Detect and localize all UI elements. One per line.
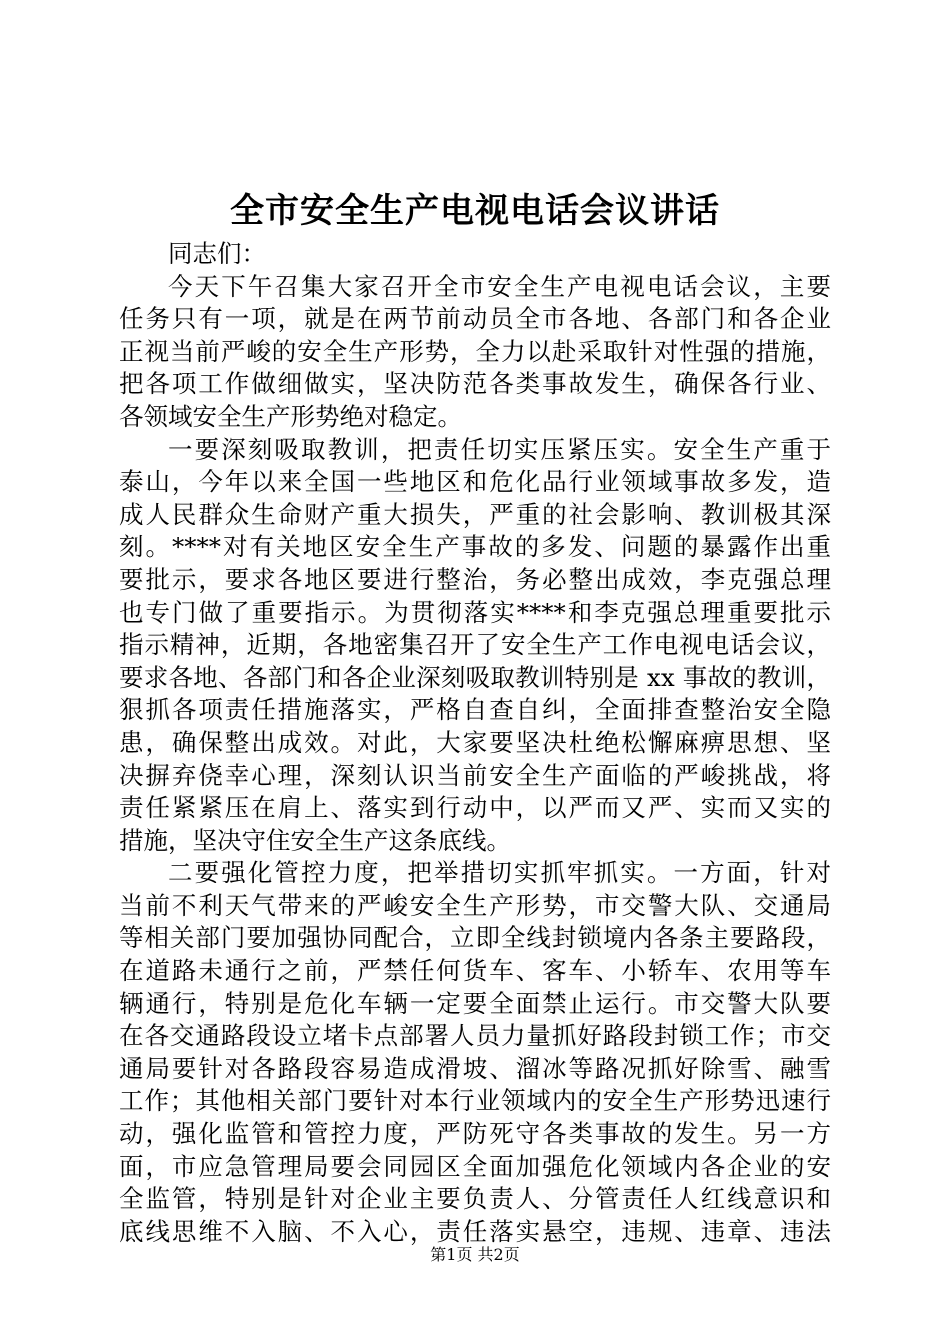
- body-line: 要批示，要求各地区要进行整治，务必整出成效，李克强总理: [119, 564, 831, 594]
- body-line: 当前不利天气带来的严峻安全生产形势，市交警大队、交通局: [119, 890, 831, 920]
- body-line: 辆通行，特别是危化车辆一定要全面禁止运行。市交警大队要: [119, 988, 831, 1018]
- body-line: 要求各地、各部门和各企业深刻吸取教训特别是 xx 事故的教训，: [119, 662, 831, 692]
- body-line: 刻。****对有关地区安全生产事故的多发、问题的暴露作出重: [119, 532, 831, 562]
- body-line: 在道路未通行之前，严禁任何货车、客车、小轿车、农用等车: [119, 956, 831, 986]
- body-line: 责任紧紧压在肩上、落实到行动中，以严而又严、实而又实的: [119, 793, 831, 823]
- body-line: 狠抓各项责任措施落实，严格自查自纠，全面排查整治安全隐: [119, 695, 831, 725]
- body-line: 通局要针对各路段容易造成滑坡、溜冰等路况抓好除雪、融雪: [119, 1053, 831, 1083]
- body-line: 正视当前严峻的安全生产形势，全力以赴采取针对性强的措施，: [119, 336, 831, 366]
- body-line: 同志们：: [168, 239, 266, 268]
- body-line: 措施，坚决守住安全生产这条底线。: [119, 825, 511, 855]
- body-line: 工作；其他相关部门要针对本行业领域内的安全生产形势迅速行: [119, 1086, 831, 1116]
- body-line: 在各交通路段设立堵卡点部署人员力量抓好路段封锁工作；市交: [119, 1021, 831, 1051]
- body-line: 也专门做了重要指示。为贯彻落实****和李克强总理重要批示: [119, 597, 831, 627]
- body-line: 成人民群众生命财产重大损失，严重的社会影响、教训极其深: [119, 499, 831, 529]
- body-line: 等相关部门要加强协同配合，立即全线封锁境内各条主要路段，: [119, 923, 831, 953]
- body-line: 各领域安全生产形势绝对稳定。: [119, 401, 462, 431]
- body-line: 指示精神，近期，各地密集召开了安全生产工作电视电话会议，: [119, 630, 831, 660]
- document-body: [119, 238, 831, 1248]
- page-footer: 第1页 共2页: [430, 1245, 520, 1264]
- body-line: 全监管，特别是针对企业主要负责人、分管责任人红线意识和: [119, 1184, 831, 1214]
- document-title: 全市安全生产电视电话会议讲话: [230, 191, 720, 231]
- body-line: 一要深刻吸取教训，把责任切实压紧压实。安全生产重于: [168, 434, 831, 464]
- body-line: 患，确保整出成效。对此，大家要坚决杜绝松懈麻痹思想、坚: [119, 727, 831, 757]
- body-line: 今天下午召集大家召开全市安全生产电视电话会议，主要: [168, 271, 831, 301]
- body-line: 二要强化管控力度，把举措切实抓牢抓实。一方面，针对: [168, 858, 831, 888]
- body-line: 动，强化监管和管控力度，严防死守各类事故的发生。另一方: [119, 1119, 831, 1149]
- body-line: 任务只有一项，就是在两节前动员全市各地、各部门和各企业: [119, 304, 831, 334]
- body-line: 面，市应急管理局要会同园区全面加强危化领域内各企业的安: [119, 1151, 831, 1181]
- body-line: 决摒弃侥幸心理，深刻认识当前安全生产面临的严峻挑战，将: [119, 760, 831, 790]
- body-line: 底线思维不入脑、不入心，责任落实悬空，违规、违章、违法: [119, 1216, 831, 1246]
- body-line: 把各项工作做细做实，坚决防范各类事故发生，确保各行业、: [119, 369, 831, 399]
- body-line: 泰山，今年以来全国一些地区和危化品行业领域事故多发，造: [119, 467, 831, 497]
